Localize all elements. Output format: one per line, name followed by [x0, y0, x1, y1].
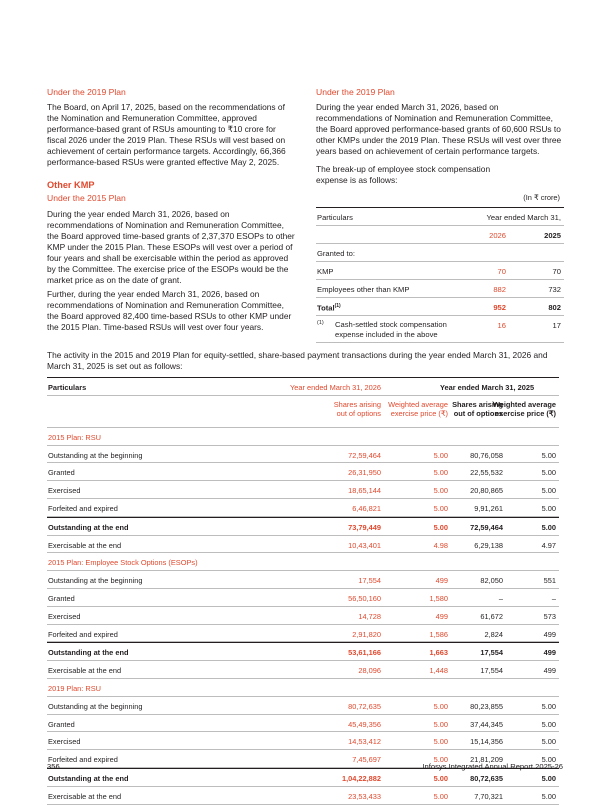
sub-shares-2026 [334, 400, 381, 419]
price-2026: 5.00 [433, 701, 448, 711]
table-row [47, 463, 559, 481]
left-paragraph-1: The Board, on April 17, 2025, based on the recommendations of the Nomination and Remuneration Committee, approved performance-based grant of RSUs amounting to ₹10 crore for fiscal 2026 under the 2019 Plan. These RSUs will vest based on achievement of certain performance targets. Accordingly, 66,366 performance-based RSUs were granted effective May 2, 2025. [47, 102, 286, 167]
table-header-row [47, 377, 559, 396]
table-row [47, 536, 559, 554]
shares-2025: 82,050 [480, 576, 503, 586]
left-paragraph-2: During the year ended March 31, 2026, based on recommendations of Nomination and Remuneration Committee, the Board approved time-based grants of 2,37,370 ESOPs to other KMP under the 2015 Plan. These ESOPs will vest over a period of four years and shall be exercisable within the period as approved by the Committee. The exercise price of the ESOPs would be the market price as on the date of grant. [47, 209, 295, 285]
section-row [47, 553, 559, 571]
price-2025: 5.00 [541, 719, 556, 729]
shares-2025: 2,824 [484, 629, 503, 639]
shares-2026: 14,53,412 [348, 737, 381, 747]
shares-2026: 73,79,449 [348, 522, 381, 532]
shares-2026: 23,53,433 [348, 791, 381, 801]
sub-price-line-1: Weighted average [492, 399, 556, 409]
page-number: 356 [47, 762, 60, 771]
shares-2025: 9,91,261 [474, 503, 503, 513]
total-text: Total [317, 303, 335, 313]
price-2026: 5.00 [433, 503, 448, 513]
row-label: Exercised [48, 737, 81, 747]
shares-2025: 7,70,321 [474, 791, 503, 801]
price-2025: 499 [543, 648, 556, 658]
row-label: Exercisable at the end [48, 791, 122, 801]
value-2026: 882 [493, 285, 506, 294]
unit-label: (In ₹ crore) [523, 193, 560, 202]
footnote-line-1: Cash-settled stock compensation [335, 320, 447, 329]
table-row [47, 589, 559, 607]
shares-2025: 72,59,464 [470, 522, 503, 532]
row-label: Granted [48, 593, 75, 603]
row-label: KMP [317, 267, 334, 276]
price-2025: 499 [543, 629, 556, 639]
row-label: Granted [48, 468, 75, 478]
shares-2025: 80,72,635 [470, 773, 503, 783]
shares-2026: 56,50,160 [348, 593, 381, 603]
value-2026: 16 [497, 321, 506, 330]
row-label: Forfeited and expired [48, 629, 118, 639]
shares-2026: 2,91,820 [352, 629, 381, 639]
price-2025: 551 [543, 576, 556, 586]
row-label: Exercised [48, 611, 81, 621]
footnote-line-2: expense included in the above [335, 330, 438, 339]
price-2025: 5.00 [541, 773, 556, 783]
sub-shares-line-2: out of options [453, 409, 503, 419]
shares-2026: 14,728 [358, 611, 381, 621]
row-label: Outstanding at the beginning [48, 576, 143, 586]
row-label: Granted [48, 719, 75, 729]
shares-2026: 6,46,821 [352, 503, 381, 513]
table-row [316, 244, 564, 262]
price-2025: 5.00 [541, 503, 556, 513]
sub-shares-line-1: Shares arising [333, 399, 381, 409]
activity-intro: The activity in the 2015 and 2019 Plan for equity-settled, share-based payment transactions during the year ended March 31, 2026 and March 31, 2025 is set out as follows: [47, 350, 548, 371]
right-paragraph-2: The break-up of employee stock compensation expense is as follows: [316, 164, 491, 185]
table-row [47, 715, 559, 733]
sub-price-2026 [388, 400, 448, 419]
shares-2026: 45,49,356 [348, 719, 381, 729]
table-row [47, 625, 559, 643]
shares-2025: 17,554 [480, 666, 503, 676]
shares-2026: 53,61,166 [348, 648, 381, 658]
row-label: Outstanding at the beginning [48, 450, 143, 460]
shares-2025: 37,44,345 [470, 719, 503, 729]
shares-2026: 26,31,950 [348, 468, 381, 478]
row-label: Exercised [48, 486, 81, 496]
table-row [47, 499, 559, 517]
value-2026: 70 [497, 267, 506, 276]
year-2026: 2026 [489, 231, 506, 240]
table-total-row [316, 298, 564, 316]
price-2026: 5.00 [433, 755, 448, 765]
table-row [47, 517, 559, 536]
price-2026: 5.00 [433, 773, 448, 783]
total-label [317, 303, 341, 313]
shares-2026: 1,04,22,882 [341, 773, 381, 783]
price-2026: 5.00 [433, 791, 448, 801]
row-label: Outstanding at the end [48, 522, 129, 532]
price-2025: 5.00 [541, 468, 556, 478]
shares-2026: 80,72,635 [348, 701, 381, 711]
value-2025: 802 [548, 303, 561, 312]
report-title: Infosys Integrated Annual Report 2025-26 [422, 762, 563, 771]
row-label: Exercisable at the end [48, 666, 122, 676]
table-row [47, 642, 559, 661]
price-2026: 1,448 [429, 666, 448, 676]
section-row [47, 428, 559, 446]
section-title: 2019 Plan: RSU [48, 683, 101, 693]
price-2026: 5.00 [433, 450, 448, 460]
price-2025: 5.00 [541, 701, 556, 711]
price-2025: 499 [543, 666, 556, 676]
table-row [47, 571, 559, 589]
price-2026: 5.00 [433, 468, 448, 478]
shares-2025: 61,672 [480, 611, 503, 621]
price-2025: – [551, 593, 556, 603]
sub-price-line-1: Weighted average [388, 399, 448, 409]
total-footnote-mark: (1) [334, 303, 341, 309]
shares-2025: 21,81,209 [470, 755, 503, 765]
table-row [316, 280, 564, 298]
shares-2026: 7,45,697 [352, 755, 381, 765]
table-row [316, 262, 564, 280]
price-2026: 499 [435, 611, 448, 621]
price-2026: 5.00 [433, 719, 448, 729]
section-title: 2015 Plan: Employee Stock Options (ESOPs) [48, 558, 198, 568]
price-2025: 5.00 [541, 737, 556, 747]
table-row [47, 446, 559, 464]
price-2025: 5.00 [541, 450, 556, 460]
table-row [47, 787, 559, 805]
left-heading-2015-plan: Under the 2015 Plan [47, 193, 126, 203]
price-2026: 1,663 [429, 648, 448, 658]
price-2025: 4.97 [541, 540, 556, 550]
row-label: Outstanding at the beginning [48, 701, 143, 711]
table-footnote-row [316, 316, 564, 343]
price-2025: 5.00 [541, 791, 556, 801]
left-paragraph-3: Further, during the year ended March 31, 2026, based on recommendations of Nomination and Remuneration Committee, the Board approved 82,400 time-based RSUs to other KMP under the 2015 Plan. Time-based RSUs will vest over four years. [47, 289, 292, 332]
price-2026: 499 [435, 576, 448, 586]
granted-to-label: Granted to: [317, 249, 355, 258]
shares-2026: 10,43,401 [348, 540, 381, 550]
right-paragraph-1: During the year ended March 31, 2026, based on recommendations of Nomination and Remuneration Committee, the Board approved performance-based grants of 60,600 RSUs to other KMPs under the 2019 Plan. These RSUs will vest over three years based on achievement of certain performance targets. [316, 102, 562, 156]
price-2025: 5.00 [541, 486, 556, 496]
col-particulars: Particulars [48, 383, 87, 392]
left-heading-2019-plan: Under the 2019 Plan [47, 87, 126, 97]
row-label: Forfeited and expired [48, 503, 118, 513]
price-2026: 1,586 [429, 629, 448, 639]
year-2025: 2025 [544, 231, 561, 240]
shares-2026: 72,59,464 [348, 450, 381, 460]
right-heading-2019-plan: Under the 2019 Plan [316, 87, 395, 97]
col-particulars: Particulars [317, 213, 353, 222]
price-2026: 4.98 [433, 540, 448, 550]
shares-2025: 20,80,865 [470, 486, 503, 496]
section-title: 2015 Plan: RSU [48, 432, 101, 442]
section-row [47, 679, 559, 697]
shares-2025: 80,23,855 [470, 701, 503, 711]
value-2025: 70 [552, 267, 561, 276]
table-subheader-row [47, 396, 559, 428]
shares-2025: 80,76,058 [470, 450, 503, 460]
table-year-row [316, 226, 564, 244]
shares-2025: 15,14,356 [470, 737, 503, 747]
compensation-expense-table [316, 207, 564, 343]
row-label: Exercisable at the end [48, 540, 122, 550]
price-2026: 5.00 [433, 486, 448, 496]
table-row [47, 607, 559, 625]
footnote-mark: (1) [317, 320, 324, 326]
value-2026: 952 [493, 303, 506, 312]
price-2025: 5.00 [541, 522, 556, 532]
shares-2026: 28,096 [358, 666, 381, 676]
shares-2025: – [498, 593, 503, 603]
price-2025: 5.00 [541, 755, 556, 765]
shares-2025: 6,29,138 [474, 540, 503, 550]
share-activity-body [47, 428, 559, 805]
table-row [47, 697, 559, 715]
sub-price-line-2: exercise price (₹) [390, 409, 448, 419]
share-activity-table [47, 377, 559, 805]
row-label: Employees other than KMP [317, 285, 410, 294]
value-2025: 732 [548, 285, 561, 294]
col-year-ended: Year ended March 31, [486, 213, 561, 222]
sub-shares-line-1: Shares arising [452, 399, 503, 409]
shares-2025: 17,554 [480, 648, 503, 658]
col-year-2026: Year ended March 31, 2026 [290, 383, 381, 392]
value-2025: 17 [552, 321, 561, 330]
col-year-2025: Year ended March 31, 2025 [440, 383, 535, 392]
price-2026: 5.00 [433, 737, 448, 747]
sub-shares-line-2: out of options [336, 409, 381, 419]
table-row [47, 661, 559, 679]
row-label: Forfeited and expired [48, 755, 118, 765]
shares-2025: 22,55,532 [470, 468, 503, 478]
left-heading-other-kmp: Other KMP [47, 180, 95, 190]
price-2026: 1,580 [429, 593, 448, 603]
table-header-row [316, 207, 564, 226]
price-2026: 5.00 [433, 522, 448, 532]
footnote-label [335, 320, 447, 340]
shares-2026: 17,554 [358, 576, 381, 586]
sub-price-line-2: exercise price (₹) [495, 409, 556, 419]
table-row [47, 732, 559, 750]
sub-price-2025 [493, 400, 556, 419]
shares-2026: 18,65,144 [348, 486, 381, 496]
table-row [47, 481, 559, 499]
price-2025: 573 [543, 611, 556, 621]
row-label: Outstanding at the end [48, 648, 129, 658]
row-label: Outstanding at the end [48, 773, 129, 783]
